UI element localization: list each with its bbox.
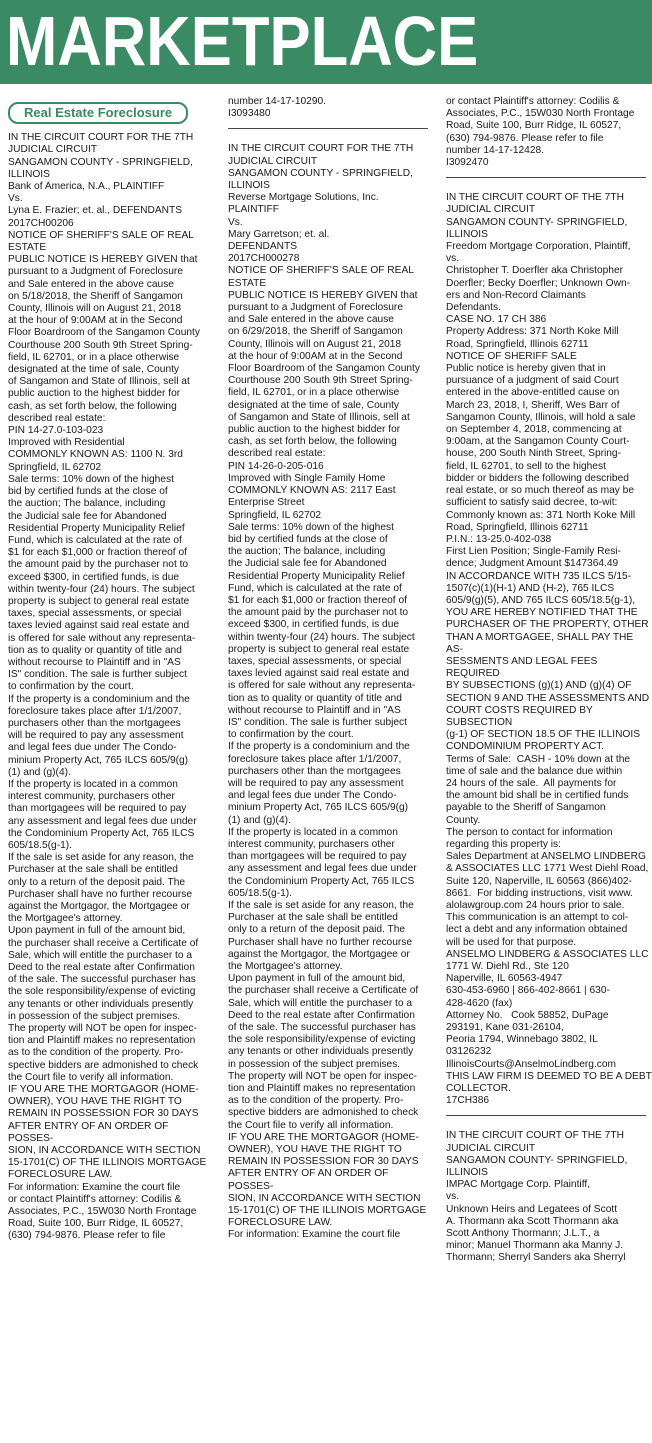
column-3 [446, 96, 652, 1265]
divider [228, 128, 428, 129]
notice-reverse-mortgage: IN THE CIRCUIT COURT FOR THE 7TH JUDICIAL CIRCUIT SANGAMON COUNTY - SPRINGFIELD, ILLINOIS Reverse Mortgage Solutions, Inc. PLAINTIFF Vs. Mary Garretson; et. al. DEFENDANTS 2017CH000278 NOTICE OF SHERIFF'S SALE OF REAL ESTATE PUBLIC NOTICE IS HEREBY GIVEN that pursuant to a Judgment of Foreclosure and Sale entered in the above cause on 6/29/2018, the Sheriff of Sangamon County, Illinois will on August 21, 2018 at the hour of 9:00AM at in the Second Floor Boardroom of the Sangamon County Courthouse 200 South 9th Street Spring- field, IL 62701, or in a place otherwise designated at the time of sale, County of Sangamon and State of Illinois, sell at public auction to the highest bidder for cash, as set forth below, the following described real estate: PIN 14-26-0-205-016 Improved with Single Family Home COMMONLY KNOWN AS: 2117 East Enterprise Street Springfield, IL 62702 Sale terms: 10% down of the highest bid by certified funds at the close of the auction; The balance, including the Judicial sale fee for Abandoned Residential Property Municipality Relief Fund, which is calculated at the rate of $1 for each $1,000 or fraction thereof of the amount paid by the purchaser not to exceed $300, in certified funds, is due within twenty-four (24) hours. The subject property is subject to general real estate taxes, special assessments, or special taxes levied against said real estate and is offered for sale without any representa- tion as to quality or quantity of title and without recourse to Plaintiff and in "AS IS" condition. The sale is further subject to confirmation by the court. If the property is a condominium and the foreclosure takes place after 1/1/2007, purchasers other than the mortgagees will be required to pay any assessment and legal fees due under The Condo- minium Property Act, 765 ILCS 605/9(g) (1) and (g)(4). If the property is located in a common interest community, purchasers other than mortgagees will be required to pay any assessment and legal fees due under the Condominium Property Act, 765 ILCS 605/18.5(g-1). If the sale is set aside for any reason, the Purchaser at the sale shall be entitled only to a return of the deposit paid. The Purchaser shall have no further recourse against the Mortgagor, the Mortgagee or the Mortgagee's attorney. Upon payment in full of the amount bid, the purchaser shall receive a Certificate of Sale, which will entitle the purchaser to a Deed to the real estate after Confirmation of the sale. The successful purchaser has the sole responsibility/expense of evicting any tenants or other individuals presently in possession of the subject premises. The property will NOT be open for inspec- tion and Plaintiff makes no representation as to the condition of the property. Pro- spective bidders are admonished to check the Court file to verify all information. IF YOU ARE THE MORTGAGOR (HOME- OWNER), YOU HAVE THE RIGHT TO REMAIN IN POSSESSION FOR 30 DAYS AFTER ENTRY OF AN ORDER OF POSSES- SION, IN ACCORDANCE WITH SECTION 15-1701(C) OF THE ILLINOIS MORTGAGE FORECLOSURE LAW. For information: Examine the court file [228, 143, 427, 1241]
notice-continuation: or contact Plaintiff's attorney: Codilis & Associates, P.C., 15W030 North Frontage Road, Suite 100, Burr Ridge, IL 60527, (630) 794-9876. Please refer to file number 14-17-12428. I3092470 [446, 96, 635, 169]
notice-continuation: number 14-17-10290. I3093480 [228, 96, 326, 120]
masthead [0, 0, 652, 84]
divider [446, 1115, 646, 1116]
divider [446, 177, 646, 178]
page-title: MARKETPLACE [6, 2, 479, 80]
column-2 [228, 96, 434, 1242]
notice-bank-of-america: IN THE CIRCUIT COURT FOR THE 7TH JUDICIAL CIRCUIT SANGAMON COUNTY - SPRINGFIELD, ILLINOIS Bank of America, N.A., PLAINTIFF Vs. Lyna E. Frazier; et. al., DEFENDANTS 2017CH00206 NOTICE OF SHERIFF'S SALE OF REAL ESTATE PUBLIC NOTICE IS HEREBY GIVEN that pursuant to a Judgment of Foreclosure and Sale entered in the above cause on 5/18/2018, the Sheriff of Sangamon County, Illinois will on August 21, 2018 at the hour of 9:00AM at in the Second Floor Boardroom of the Sangamon County Courthouse 200 South 9th Street Spring- field, IL 62701, or in a place otherwise designated at the time of sale, County of Sangamon and State of Illinois, sell at public auction to the highest bidder for cash, as set forth below, the following described real estate: PIN 14-27.0-103-023 Improved with Residential COMMONLY KNOWN AS: 1100 N. 3rd Springfield, IL 62702 Sale terms: 10% down of the highest bid by certified funds at the close of the auction; The balance, including the Judicial sale fee for Abandoned Residential Property Municipality Relief Fund, which is calculated at the rate of $1 for each $1,000 or fraction thereof of the amount paid by the purchaser not to exceed $300, in certified funds, is due within twenty-four (24) hours. The subject property is subject to general real estate taxes, special assessments, or special taxes levied against said real estate and is offered for sale without any representa- tion as to quality or quantity of title and without recourse to Plaintiff and in "AS IS" condition. The sale is further subject to confirmation by the court. If the property is a condominium and the foreclosure takes place after 1/1/2007, purchasers other than the mortgagees will be required to pay any assessment and legal fees due under The Condo- minium Property Act, 765 ILCS 605/9(g) (1) and (g)(4). If the property is located in a common interest community, purchasers other than mortgagees will be required to pay any assessment and legal fees due under the Condominium Property Act, 765 ILCS 605/18.5(g-1). If the sale is set aside for any reason, the Purchaser at the sale shall be entitled only to a return of the deposit paid. The Purchaser shall have no further recourse against the Mortgagor, the Mortgagee or the Mortgagee's attorney. Upon payment in full of the amount bid, the purchaser shall receive a Certificate of Sale, which will entitle the purchaser to a Deed to the real estate after Confirmation of the sale. The successful purchaser has the sole responsibility/expense of evicting any tenants or other individuals presently in possession of the subject premises. The property will NOT be open for inspec- tion and Plaintiff makes no representation as to the condition of the property. Pro- spective bidders are admonished to check the Court file to verify all information. IF YOU ARE THE MORTGAGOR (HOME- OWNER), YOU HAVE THE RIGHT TO REMAIN IN POSSESSION FOR 30 DAYS AFTER ENTRY OF AN ORDER OF POSSES- SION, IN ACCORDANCE WITH SECTION 15-1701(C) OF THE ILLINOIS MORTGAGE FORECLOSURE LAW. For information: Examine the court file or contact Plaintiff's attorney: Codilis & Associates, P.C., 15W030 North Frontage Road, Suite 100, Burr Ridge, IL 60527, (630) 794-9876. Please refer to file [8, 132, 207, 1242]
notice-freedom-mortgage: IN THE CIRCUIT COURT OF THE 7TH JUDICIAL CIRCUIT SANGAMON COUNTY- SPRINGFIELD, ILLINOIS Freedom Mortgage Corporation, Plaintiff, vs. Christopher T. Doerfler aka Christopher Doerfler; Becky Doerfler; Unknown Own- ers and Non-Record Claimants Defendants. CASE NO. 17 CH 386 Property Address: 371 North Koke Mill Road, Springfield, Illinois 62711 NOTICE OF SHERIFF SALE Public notice is hereby given that in pursuance of a judgment of said Court entered in the above-entitled cause on March 23, 2018, I, Sheriff, Wes Barr of Sangamon County, Illinois, will hold a sale on September 4, 2018, commencing at 9:00am, at the Sangamon County Court- house, 200 South Ninth Street, Spring- field, IL 62701, to sell to the highest bidder or bidders the following described real estate, or so much thereof as may be sufficient to satisfy said decree, to-wit: Commonly known as: 371 North Koke Mill Road, Springfield, Illinois 62711 P.I.N.: 13-25.0-402-038 First Lien Position; Single-Family Resi- dence; Judgment Amount $147364.49 IN ACCORDANCE WITH 735 ILCS 5/15- 1507(c)(1)(H-1) AND (H-2), 765 ILCS 605/9(g)(5), AND 765 ILCS 605/18.5(g-1), YOU ARE HEREBY NOTIFIED THAT THE PURCHASER OF THE PROPERTY, OTHER THAN A MORTGAGEE, SHALL PAY THE AS- SESSMENTS AND LEGAL FEES REQUIRED BY SUBSECTIONS (g)(1) AND (g)(4) OF SECTION 9 AND THE ASSESSMENTS AND COURT COSTS REQUIRED BY SUBSECTION (g-1) OF SECTION 18.5 OF THE ILLINOIS CONDOMINIUM PROPERTY ACT. Terms of Sale: CASH - 10% down at the time of sale and the balance due within 24 hours of the sale. All payments for the amount bid shall be in certified funds payable to the Sheriff of Sangamon County. The person to contact for information regarding this property is: Sales Department at ANSELMO LINDBERG & ASSOCIATES LLC 1771 West Diehl Road, Suite 120, Naperville, IL 60563 (866)402- 8661. For bidding instructions, visit www. alolawgroup.com 24 hours prior to sale. This communication is an attempt to col- lect a debt and any information obtained will be used for that purpose. ANSELMO LINDBERG & ASSOCIATES LLC 1771 W. Diehl Rd., Ste 120 Naperville, IL 60563-4947 630-453-6960 | 866-402-8661 | 630- 428-4620 (fax) Attorney No. Cook 58852, DuPage 293191, Kane 031-26104, Peoria 1794, Winnebago 3802, IL 03126232 IllinoisCourts@AnselmoLindberg.com THIS LAW FIRM IS DEEMED TO BE A DEBT COLLECTOR. 17CH386 [446, 192, 652, 1107]
notice-impac-mortgage: IN THE CIRCUIT COURT OF THE 7TH JUDICIAL CIRCUIT SANGAMON COUNTY- SPRINGFIELD, ILLINOIS IMPAC Mortgage Corp. Plaintiff, vs. Unknown Heirs and Legatees of Scott A. Thormann aka Scott Thormann aka Scott Anthony Thormann; J.L.T., a minor; Manuel Thormann aka Manny J. Thormann; Sherryl Sanders aka Sherryl [446, 1130, 628, 1264]
section-label: Real Estate Foreclosure [8, 102, 188, 124]
column-1 [8, 96, 214, 1243]
